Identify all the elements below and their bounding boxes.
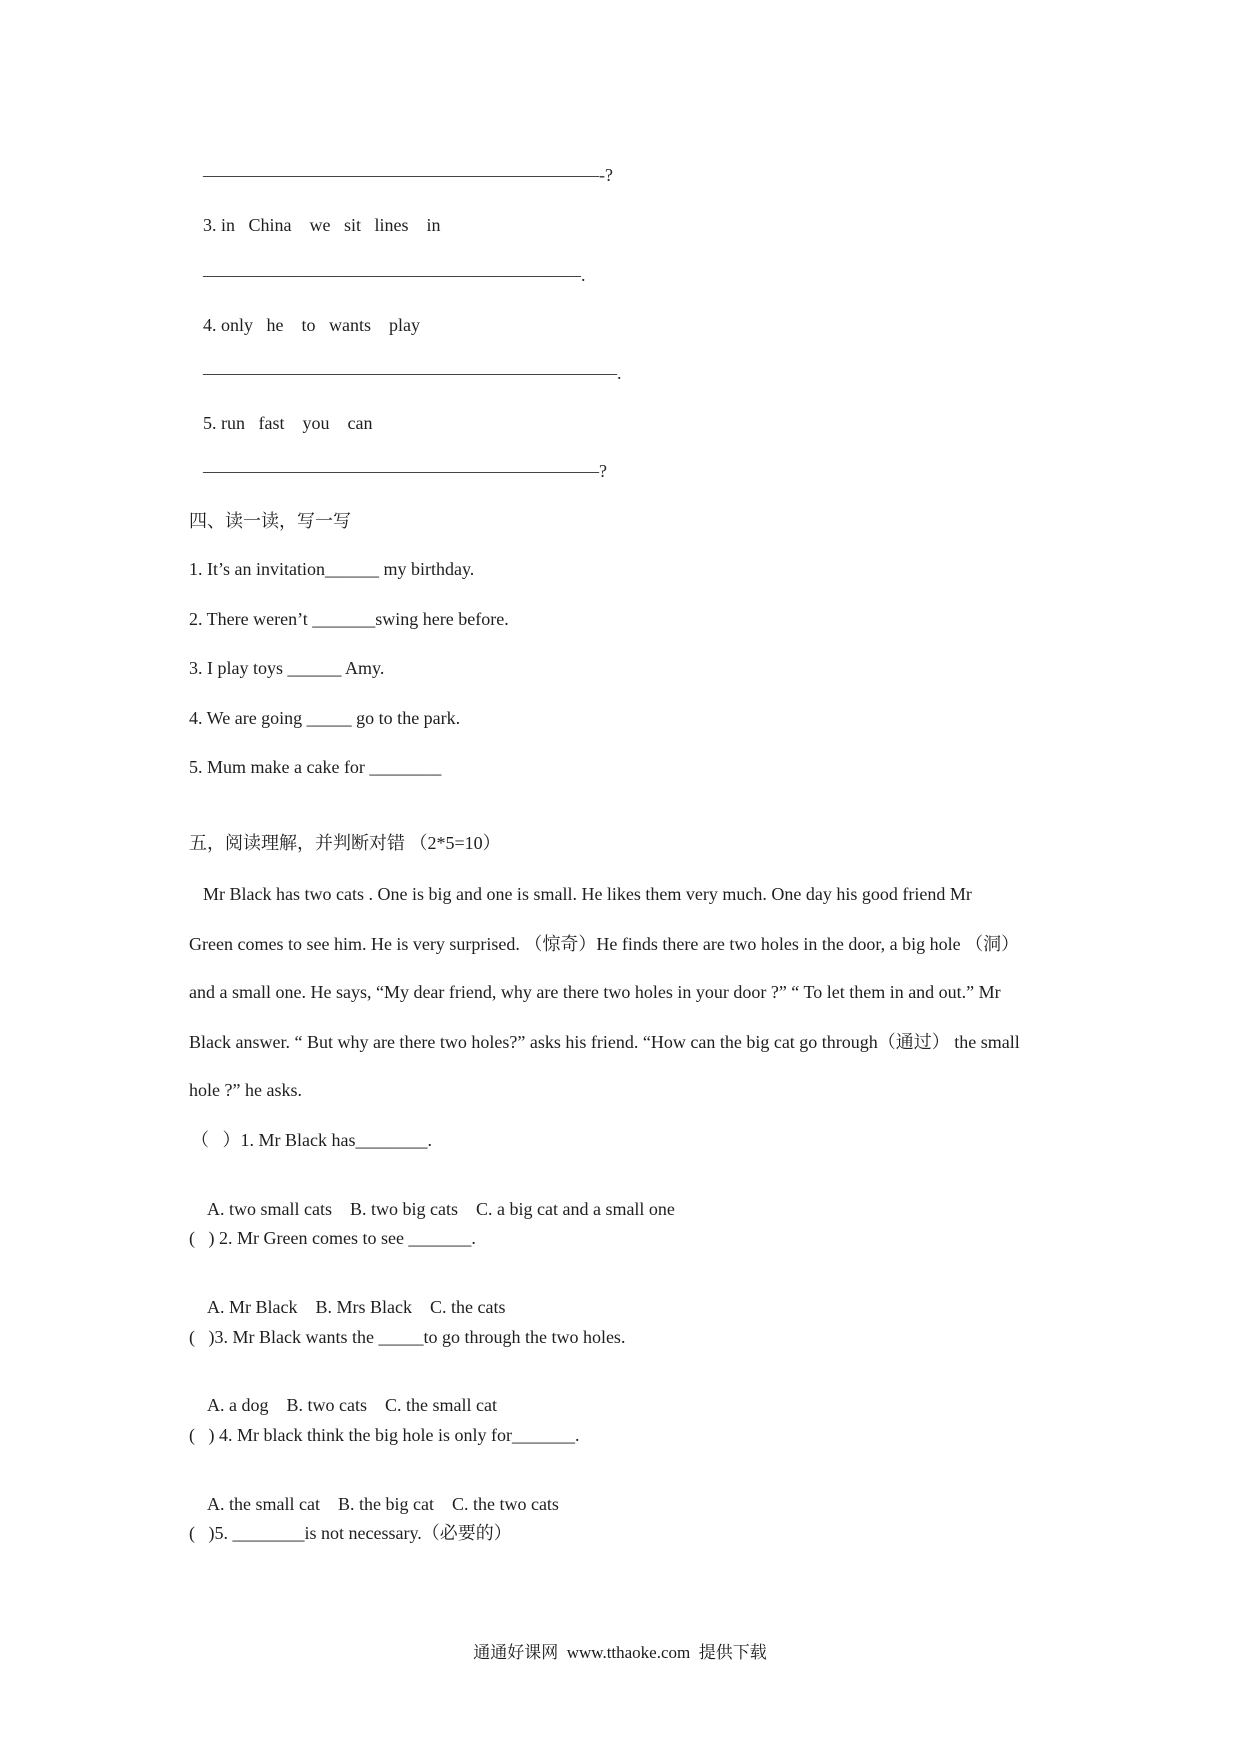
reorder-prompt-4: 4. only he to wants play (203, 315, 420, 335)
question-stem-3: ( )3. Mr Black wants the _____to go through the two holes. (189, 1327, 626, 1347)
fill-blank-item-1: 1. It’s an invitation______ my birthday. (189, 559, 475, 579)
option-b: B. the big cat (337, 1494, 434, 1514)
option-c: C. a big cat and a small one (475, 1199, 675, 1219)
footer-credit: 通通好课网 www.tthaoke.com 提供下载 (473, 1643, 767, 1662)
reorder-answer-line-2: ——————————————————————-? (203, 165, 613, 185)
option-b: B. Mrs Black (315, 1297, 412, 1317)
option-a: A. the small cat (207, 1494, 320, 1514)
section-5-heading: 五，阅读理解，并判断对错 （2*5=10） (189, 833, 501, 853)
option-a: A. Mr Black (207, 1297, 298, 1317)
option-b: B. two cats (286, 1395, 367, 1415)
question-stem-2: ( ) 2. Mr Green comes to see _______. (189, 1228, 476, 1248)
passage-line-1: Mr Black has two cats . One is big and one is small. He likes them very much. One day his good friend Mr (203, 884, 972, 904)
fill-blank-item-5: 5. Mum make a cake for ________ (189, 757, 442, 777)
option-a: A. a dog (207, 1395, 269, 1415)
reorder-answer-line-5: ——————————————————————? (203, 461, 607, 481)
reorder-prompt-3: 3. in China we sit lines in (203, 215, 441, 235)
option-c: C. the two cats (451, 1494, 559, 1514)
question-stem-4: ( ) 4. Mr black think the big hole is only for_______. (189, 1425, 580, 1445)
passage-line-3: and a small one. He says, “My dear friend, why are there two holes in your door ?” “ To let them in and out.” Mr (189, 982, 1001, 1002)
section-4-heading: 四、读一读，写一写 (189, 511, 351, 531)
option-c: C. the small cat (385, 1395, 497, 1415)
reorder-answer-line-3: —————————————————————. (203, 265, 586, 285)
fill-blank-item-3: 3. I play toys ______ Amy. (189, 658, 385, 678)
passage-line-4: Black answer. “ But why are there two holes?” asks his friend. “How can the big cat go through（通过） the small (189, 1032, 1020, 1052)
option-b: B. two big cats (349, 1199, 458, 1219)
passage-line-5: hole ?” he asks. (189, 1080, 302, 1100)
option-a: A. two small cats (207, 1199, 332, 1219)
fill-blank-item-2: 2. There weren’t _______swing here before. (189, 609, 509, 629)
reorder-answer-line-4: ———————————————————————. (203, 363, 622, 383)
fill-blank-item-4: 4. We are going _____ go to the park. (189, 708, 461, 728)
reorder-prompt-5: 5. run fast you can (203, 413, 373, 433)
question-stem-1: （ ）1. Mr Black has________. (191, 1130, 432, 1150)
passage-line-2: Green comes to see him. He is very surprised. （惊奇）He finds there are two holes in the door, a big hole （洞） (189, 934, 1020, 954)
question-stem-5: ( )5. ________is not necessary.（必要的） (189, 1523, 512, 1543)
option-c: C. the cats (429, 1297, 506, 1317)
